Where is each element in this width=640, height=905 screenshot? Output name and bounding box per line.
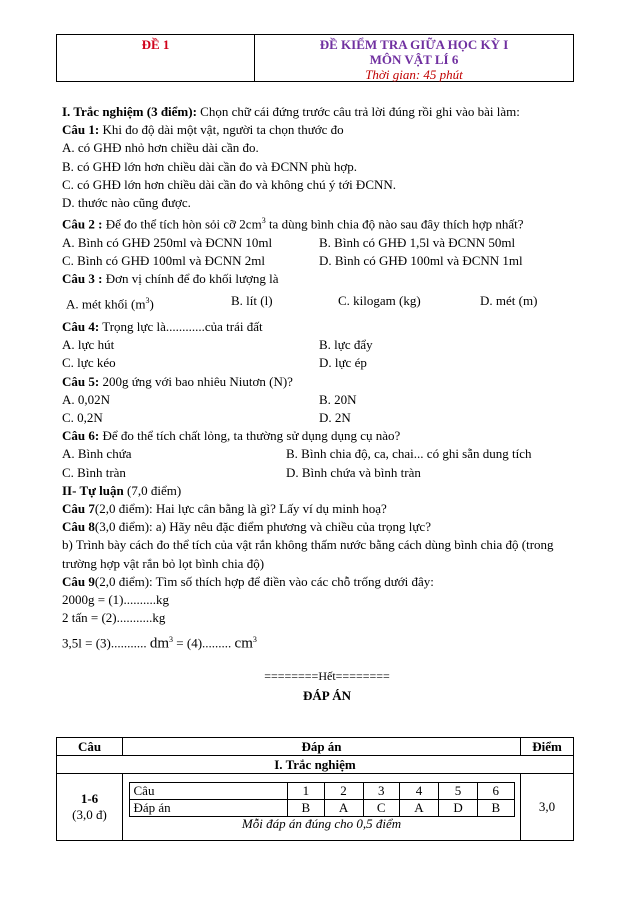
answer-letter: B (478, 800, 514, 817)
q5-option-d: D. 2N (319, 409, 351, 425)
answer-letter: D (438, 800, 477, 817)
q6-options-row1 (62, 445, 592, 463)
q1-option-b: B. có GHĐ lớn hơn chiều dài cần đo và ĐCNN phù hợp. (62, 158, 358, 174)
answer-key-row-numbers (129, 783, 514, 800)
q5-option-a: A. 0,02N (62, 391, 111, 407)
question-number: 2 (324, 783, 363, 800)
q5-options-row1 (62, 391, 592, 409)
q1-option-c: C. có GHĐ lớn hơn chiều dài cần đo và không chú ý tới ĐCNN. (62, 176, 397, 192)
score-cell: 3,0 (521, 774, 574, 841)
question-number: 3 (363, 783, 399, 800)
header-title-block (255, 35, 573, 81)
q6-option-d: D. Bình chứa và bình tràn (286, 464, 421, 480)
q3-option-d: D. mét (m) (480, 293, 538, 309)
q6-option-b: B. Bình chia độ, ca, chai... có ghi sẵn dung tích (286, 446, 532, 462)
q4-options-row2 (62, 354, 592, 372)
question-number: 5 (438, 783, 477, 800)
q3-option-c: C. kilogam (kg) (338, 293, 421, 309)
col-header-cau: Câu (57, 738, 123, 756)
end-marker: ========Hết======== (264, 668, 390, 683)
answer-key-table (129, 782, 515, 817)
header-table (56, 34, 574, 82)
q2-option-b: B. Bình có GHĐ 1,5l và ĐCNN 50ml (319, 234, 516, 250)
q8-part-b-line1: b) Trình bày cách đo thể tích của vật rắn không thấm nước bằng cách dùng bình chia độ (trong (62, 537, 554, 553)
col-header-dapan: Đáp án (123, 738, 521, 756)
q2-options-row1 (62, 234, 592, 252)
q2-option-c: C. Bình có GHĐ 100ml và ĐCNN 2ml (62, 252, 265, 268)
q3-option-a: A. mét khối $(m^3)$ (66, 296, 154, 312)
question-7: Câu 7(2,0 điểm): Hai lực cân bằng là gì? Lấy ví dụ minh hoạ? (62, 500, 387, 516)
q1-option-d: D. thước nào cũng được. (62, 195, 191, 211)
q4-option-c: C. lực kéo (62, 355, 116, 371)
q9-line-3: 3,5l = (3)........... $dm^3 = (4)$......... $cm^3$ (62, 635, 257, 652)
answer-letter: B (288, 800, 324, 817)
answer-letter: A (399, 800, 438, 817)
q6-option-a: A. Bình chứa (62, 446, 132, 462)
inner-dapan-label: Đáp án (129, 800, 288, 817)
q3-option-b: B. lít (l) (231, 293, 273, 309)
question-6: Câu 6: Để đo thể tích chất lỏng, ta thường sử dụng dụng cụ nào? (62, 428, 401, 444)
question-number: 6 (478, 783, 514, 800)
q6-options-row2 (62, 464, 592, 482)
section-trac-nghiem: I. Trắc nghiệm (57, 756, 574, 774)
answer-letter: C (363, 800, 399, 817)
question-4: Câu 4: Trọng lực là............của trái đất (62, 318, 263, 334)
q5-option-b: B. 20N (319, 391, 357, 407)
q2-option-d: D. Bình có GHĐ 100ml và ĐCNN 1ml (319, 252, 523, 268)
exam-body (62, 103, 592, 705)
answer-cell (123, 774, 521, 841)
part2-heading: II- Tự luận (7,0 điểm) (62, 482, 182, 498)
exam-title: ĐỀ KIỂM TRA GIỮA HỌC KỲ I (319, 37, 509, 52)
exam-code: ĐỀ 1 (57, 35, 255, 81)
q3-options-row (62, 292, 592, 314)
q9-line-2: 2 tấn = (2)...........kg (62, 610, 166, 626)
q5-option-c: C. 0,2N (62, 409, 103, 425)
question-1: Câu 1: Khi đo độ dài một vật, người ta chọn thước đo (62, 122, 344, 138)
question-5: Câu 5: 200g ứng với bao nhiêu Niutơn (N)? (62, 373, 293, 389)
question-number: 4 (399, 783, 438, 800)
answer-title: ĐÁP ÁN (302, 688, 352, 704)
q9-line-1: 2000g = (1)..........kg (62, 591, 169, 607)
question-9: Câu 9(2,0 điểm): Tìm số thích hợp để điền vào các chỗ trống dưới đây: (62, 573, 434, 589)
q2-options-row2 (62, 252, 592, 270)
q2-option-a: A. Bình có GHĐ 250ml và ĐCNN 10ml (62, 234, 273, 250)
q5-options-row2 (62, 409, 592, 427)
q1-option-a: A. có GHĐ nhỏ hơn chiều dài cần đo. (62, 140, 259, 156)
inner-cau-label: Câu (129, 783, 288, 800)
row-label: 1-6 (80, 791, 99, 806)
q4-option-b: B. lực đẩy (319, 337, 373, 353)
answer-letter: A (324, 800, 363, 817)
answer-table (56, 737, 574, 841)
answer-key-row-answers (129, 800, 514, 817)
exam-subject: MÔN VẬT LÍ 6 (369, 52, 459, 67)
question-2: Câu 2 : Để đo thể tích hòn sỏi cỡ $2cm^3$ ta dùng bình chia độ nào sau đây thích hợp nhất? (62, 216, 524, 232)
exam-time: Thời gian: 45 phút (365, 67, 463, 82)
q4-options-row1 (62, 336, 592, 354)
q4-option-a: A. lực hút (62, 337, 115, 353)
q4-option-d: D. lực ép (319, 355, 367, 371)
part1-heading: I. Trắc nghiệm (3 điểm): Chọn chữ cái đứng trước câu trả lời đúng rồi ghi vào bài làm: (62, 104, 520, 119)
col-header-diem: Điểm (521, 738, 574, 756)
question-number: 1 (288, 783, 324, 800)
q6-option-c: C. Bình tràn (62, 464, 126, 480)
question-3: Câu 3 : Đơn vị chính để đo khối lượng là (62, 271, 279, 287)
row-label-cell (57, 774, 123, 841)
question-8: Câu 8(3,0 điểm): a) Hãy nêu đặc điểm phương và chiều của trọng lực? (62, 519, 431, 535)
answer-note: Mỗi đáp án đúng cho 0,5 điểm (241, 816, 402, 831)
q8-part-b-line2: trường hợp vật rắn bỏ lọt bình chia độ) (62, 555, 265, 571)
row-points: (3,0 đ) (72, 807, 107, 822)
